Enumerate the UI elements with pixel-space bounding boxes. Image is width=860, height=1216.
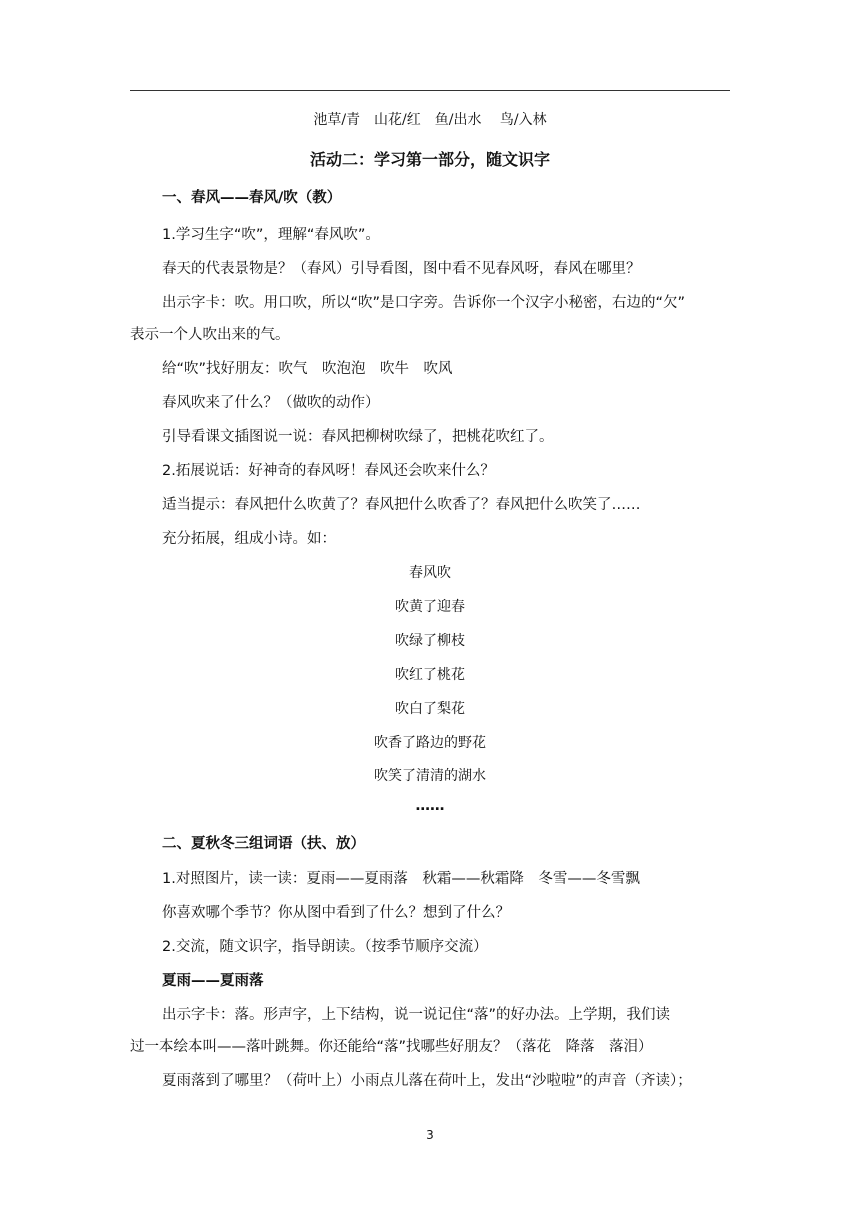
top-words: 池草/青 山花/红 鱼/出水 鸟/入林	[313, 112, 547, 128]
poem-line: 吹红了桃花	[395, 667, 465, 683]
section2-paragraph: 夏雨落到了哪里？（荷叶上）小雨点儿落在荷叶上，发出“沙啦啦”的声音（齐读）；	[162, 1073, 692, 1089]
poem-ellipsis: ……	[415, 798, 445, 814]
section1-heading: 一、春风——春风/吹（教）	[162, 190, 342, 206]
section2-paragraph: 2.交流，随文识字，指导朗读。（按季节顺序交流）	[162, 939, 488, 955]
section1-paragraph: 引导看课文插图说一说：春风把柳树吹绿了，把桃花吹红了。	[162, 429, 554, 445]
poem-line: 春风吹	[409, 565, 451, 581]
section1-paragraph: 充分拓展，组成小诗。如：	[162, 531, 336, 547]
section1-paragraph: 适当提示：春风把什么吹黄了？春风把什么吹香了？春风把什么吹笑了……	[162, 497, 641, 513]
section1-paragraph: 表示一个人吹出来的气。	[130, 327, 290, 343]
section2-subheading: 夏雨——夏雨落	[162, 973, 264, 989]
poem-line: 吹绿了柳枝	[395, 633, 465, 649]
section1-paragraph: 给“吹”找好朋友：吹气 吹泡泡 吹牛 吹风	[162, 361, 453, 377]
header-rule	[130, 90, 730, 91]
section1-paragraph: 春天的代表景物是？（春风）引导看图，图中看不见春风呀，春风在哪里？	[162, 261, 641, 277]
poem-line: 吹白了梨花	[395, 701, 465, 717]
section1-paragraph: 2.拓展说话：好神奇的春风呀！春风还会吹来什么？	[162, 463, 495, 479]
section2-paragraph: 过一本绘本叫——落叶跳舞。你还能给“落”找哪些好朋友？（落花 降落 落泪）	[130, 1039, 653, 1055]
page-number: 3	[426, 1128, 434, 1142]
section1-paragraph: 1.学习生字“吹”，理解“春风吹”。	[162, 227, 380, 243]
section2-heading: 二、夏秋冬三组词语（扶、放）	[162, 836, 365, 852]
poem-line: 吹黄了迎春	[395, 599, 465, 615]
activity-title: 活动二：学习第一部分，随文识字	[309, 150, 550, 169]
section2-paragraph: 出示字卡：落。形声字，上下结构，说一说记住“落”的好办法。上学期，我们读	[162, 1007, 671, 1023]
section1-paragraph: 出示字卡：吹。用口吹，所以“吹”是口字旁。告诉你一个汉字小秘密，右边的“欠”	[162, 295, 686, 311]
section2-paragraph: 你喜欢哪个季节？你从图中看到了什么？想到了什么？	[162, 905, 510, 921]
section1-paragraph: 春风吹来了什么？（做吹的动作）	[162, 395, 380, 411]
poem-line: 吹香了路边的野花	[374, 735, 486, 751]
section2-paragraph: 1.对照图片，读一读：夏雨——夏雨落 秋霜——秋霜降 冬雪——冬雪飘	[162, 871, 640, 887]
poem-line: 吹笑了清清的湖水	[374, 768, 486, 784]
